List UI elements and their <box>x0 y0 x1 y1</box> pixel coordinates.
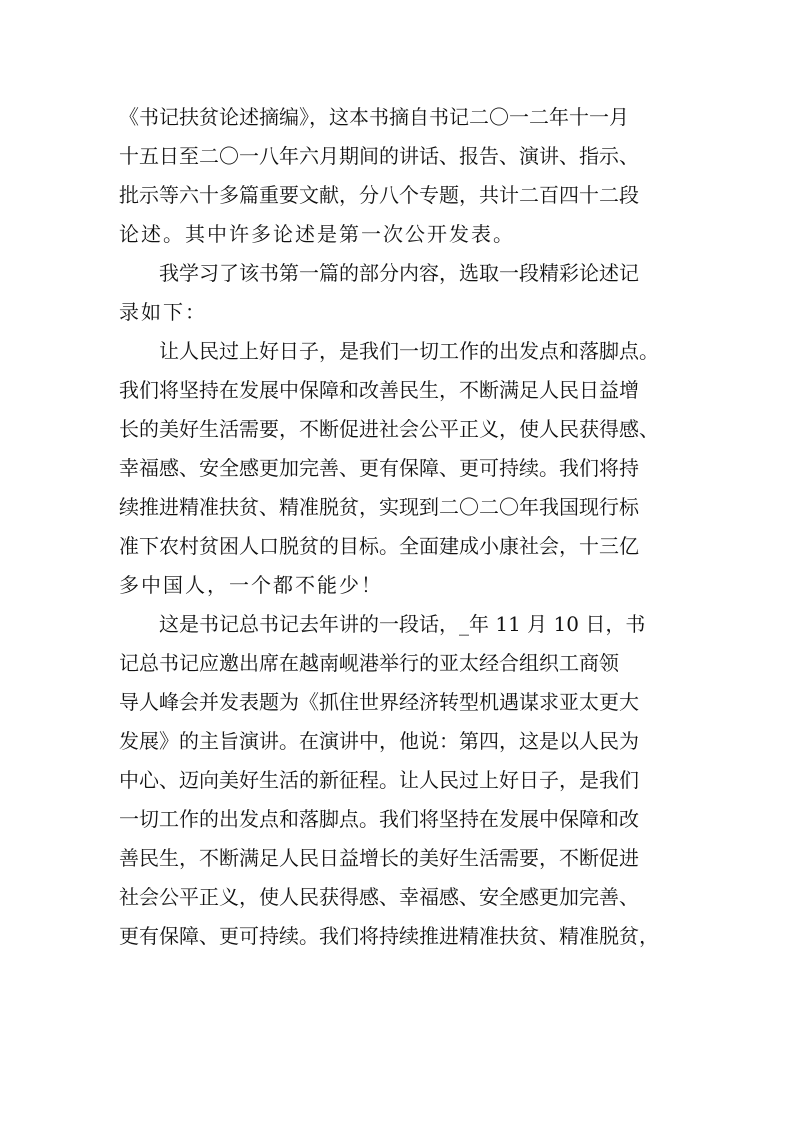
text-line: 中心、迈向美好生活的新征程。让人民过上好日子，是我们 <box>119 768 639 792</box>
text-line: 续推进精准扶贫、精准脱贫，实现到二〇二〇年我国现行标 <box>119 495 639 519</box>
text-line: 准下农村贫困人口脱贫的目标。全面建成小康社会，十三亿 <box>119 534 639 558</box>
text-line: 让人民过上好日子，是我们一切工作的出发点和落脚点。 <box>159 339 659 363</box>
text-line: 发展》的主旨演讲。在演讲中，他说：第四，这是以人民为 <box>119 729 639 753</box>
text-line: 记总书记应邀出席在越南岘港举行的亚太经合组织工商领 <box>119 651 619 675</box>
text-line: 长的美好生活需要，不断促进社会公平正义，使人民获得感、 <box>119 417 659 441</box>
text-line: 社会公平正义，使人民获得感、幸福感、安全感更加完善、 <box>119 885 639 909</box>
text-line: 批示等六十多篇重要文献，分八个专题，共计二百四十二段 <box>119 183 639 207</box>
text-line: 十五日至二〇一八年六月期间的讲话、报告、演讲、指示、 <box>119 144 639 168</box>
text-line: 幸福感、安全感更加完善、更有保障、更可持续。我们将持 <box>119 456 639 480</box>
text-line: 一切工作的出发点和落脚点。我们将坚持在发展中保障和改 <box>119 807 639 831</box>
text-line: 录如下： <box>119 300 207 324</box>
text-line: 多中国人，一个都不能少！ <box>119 573 383 597</box>
text-line: 《书记扶贫论述摘编》，这本书摘自书记二〇一二年十一月 <box>119 105 629 129</box>
text-line: 善民生，不断满足人民日益增长的美好生活需要，不断促进 <box>119 846 639 870</box>
text-line: 导人峰会并发表题为《抓住世界经济转型机遇谋求亚太更大 <box>119 690 639 714</box>
text-line: 我学习了该书第一篇的部分内容，选取一段精彩论述记 <box>159 261 639 285</box>
document-body <box>119 98 679 956</box>
text-line: 我们将坚持在发展中保障和改善民生，不断满足人民日益增 <box>119 378 639 402</box>
text-line: 论述。其中许多论述是第一次公开发表。 <box>119 222 515 246</box>
text-line: 这是书记总书记去年讲的一段话，_年 11 月 10 日，书 <box>159 612 646 636</box>
text-line: 更有保障、更可持续。我们将持续推进精准扶贫、精准脱贫， <box>119 924 659 948</box>
